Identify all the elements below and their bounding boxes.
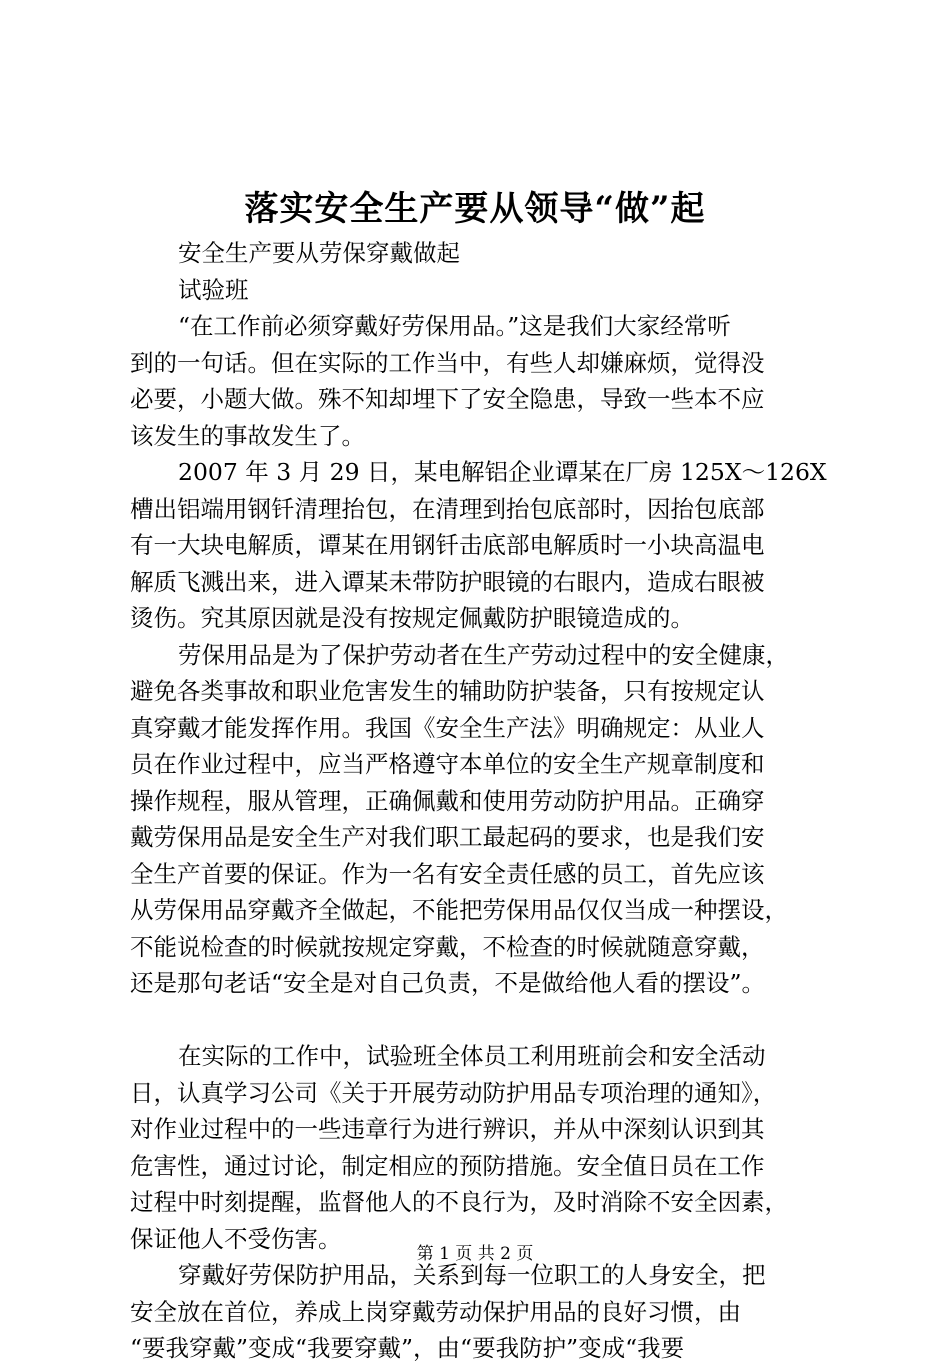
body-line: 到的一句话。但在实际的工作当中，有些人却嫌麻烦，觉得没	[130, 348, 765, 377]
body-line: 有一大块电解质，谭某在用钢钎击底部电解质时一小块高温电	[130, 531, 765, 559]
body-line: 过程中时刻提醒，监督他人的不良行为，及时消除不安全因素，	[130, 1188, 788, 1216]
body-line: 安全生产要从劳保穿戴做起	[178, 239, 460, 267]
blank-line	[130, 1002, 850, 1039]
body-line: “在工作前必须穿戴好劳保用品。”这是我们大家经常听	[178, 312, 731, 340]
body-line: 在实际的工作中，试验班全体员工利用班前会和安全活动	[178, 1042, 766, 1070]
body-line: 槽出铝端用钢钎清理抬包，在清理到抬包底部时，因抬包底部	[130, 494, 765, 523]
body-line: 还是那句老话“安全是对自己负责，不是做给他人看的摆设”。	[130, 969, 766, 997]
body-line: 全生产首要的保证。作为一名有安全责任感的员工，首先应该	[130, 859, 765, 888]
body-line: 从劳保用品穿戴齐全做起，不能把劳保用品仅仅当成一种摆设，	[130, 896, 788, 924]
body-line: 烫伤。究其原因就是没有按规定佩戴防护眼镜造成的。	[130, 604, 694, 632]
body-line: 安全放在首位，养成上岗穿戴劳动保护用品的良好习惯，由	[130, 1297, 741, 1326]
body-line: 危害性，通过讨论，制定相应的预防措施。安全值日员在工作	[130, 1151, 765, 1180]
body-line: 真穿戴才能发挥作用。我国《安全生产法》明确规定：从业人	[130, 713, 765, 742]
body-line: 操作规程，服从管理，正确佩戴和使用劳动防护用品。正确穿	[130, 786, 765, 815]
body-line: “要我穿戴”变成“我要穿戴”，由“要我防护”变成“我要	[130, 1334, 685, 1362]
body-line: 解质飞溅出来，进入谭某未带防护眼镜的右眼内，造成右眼被	[130, 567, 765, 596]
body-line: 保证他人不受伤害。	[130, 1224, 342, 1253]
document-body	[130, 235, 850, 1367]
body-line: 戴劳保用品是安全生产对我们职工最起码的要求，也是我们安	[130, 823, 765, 851]
body-line: 对作业过程中的一些违章行为进行辨识，并从中深刻认识到其	[130, 1115, 765, 1143]
body-line: 2007 年 3 月 29 日，某电解铝企业谭某在厂房 125X～126X	[178, 458, 827, 486]
body-line: 日，认真学习公司《关于开展劳动防护用品专项治理的通知》，	[130, 1078, 777, 1107]
page-footer: 第 1 页 共 2 页	[416, 1244, 534, 1264]
body-line: 穿戴好劳保防护用品，关系到每一位职工的人身安全，把	[178, 1261, 766, 1289]
document-title: 落实安全生产要从领导“做”起	[244, 189, 706, 229]
body-line: 劳保用品是为了保护劳动者在生产劳动过程中的安全健康，	[178, 640, 789, 669]
body-line: 员在作业过程中，应当严格遵守本单位的安全生产规章制度和	[130, 750, 765, 778]
body-line: 不能说检查的时候就按规定穿戴，不检查的时候就随意穿戴，	[130, 932, 765, 961]
body-line: 必要，小题大做。殊不知却埋下了安全隐患，导致一些本不应	[130, 385, 765, 413]
body-line: 该发生的事故发生了。	[130, 421, 365, 450]
body-line: 避免各类事故和职业危害发生的辅助防护装备，只有按规定认	[130, 677, 765, 705]
body-line: 试验班	[178, 275, 249, 304]
